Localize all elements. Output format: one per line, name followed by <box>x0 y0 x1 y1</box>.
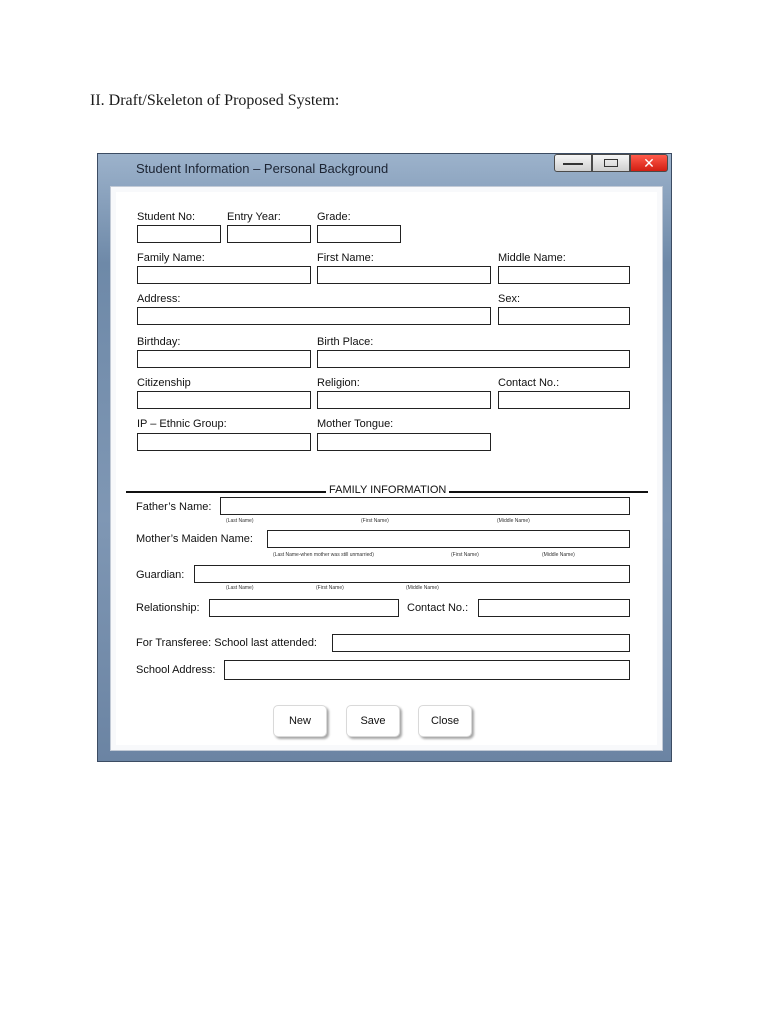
relationship-label: Relationship: <box>136 602 200 614</box>
mother-first-name-hint: (First Name) <box>451 552 479 558</box>
birth-place-label: Birth Place: <box>317 336 374 348</box>
mother-middle-name-hint: (Middle Name) <box>542 552 575 558</box>
middle-name-input[interactable] <box>498 266 630 284</box>
mother-tongue-label: Mother Tongue: <box>317 418 394 430</box>
transferee-school-label: For Transferee: School last attended: <box>136 637 317 649</box>
grade-label: Grade: <box>317 211 351 223</box>
birthday-label: Birthday: <box>137 336 181 348</box>
window-titlebar[interactable] <box>98 154 671 184</box>
ethnic-group-input[interactable] <box>137 433 311 451</box>
guardian-contact-no-label: Contact No.: <box>407 602 469 614</box>
relationship-input[interactable] <box>209 599 399 617</box>
family-name-input[interactable] <box>137 266 311 284</box>
guardian-first-name-hint: (First Name) <box>316 585 344 591</box>
guardian-middle-name-hint: (Middle Name) <box>406 585 439 591</box>
school-address-label: School Address: <box>136 664 216 676</box>
father-first-name-hint: (First Name) <box>361 518 389 524</box>
mother-maiden-name-input[interactable] <box>267 530 630 548</box>
minimize-button[interactable] <box>554 154 592 172</box>
religion-input[interactable] <box>317 391 491 409</box>
guardian-label: Guardian: <box>136 569 185 581</box>
father-last-name-hint: (Last Name) <box>226 518 254 524</box>
mother-last-name-hint: (Last Name-when mother was still unmarried) <box>273 552 374 558</box>
mother-maiden-name-label: Mother’s Maiden Name: <box>136 533 253 545</box>
contact-no-label: Contact No.: <box>498 377 560 389</box>
address-input[interactable] <box>137 307 491 325</box>
minimize-icon <box>563 163 583 165</box>
middle-name-label: Middle Name: <box>498 252 566 264</box>
ethnic-group-label: IP – Ethnic Group: <box>137 418 227 430</box>
mother-tongue-input[interactable] <box>317 433 491 451</box>
student-no-input[interactable] <box>137 225 221 243</box>
birth-place-input[interactable] <box>317 350 630 368</box>
first-name-label: First Name: <box>317 252 374 264</box>
grade-input[interactable] <box>317 225 401 243</box>
close-window-button[interactable] <box>630 154 668 172</box>
father-name-label: Father’s Name: <box>136 501 212 513</box>
religion-label: Religion: <box>317 377 360 389</box>
maximize-icon <box>604 159 618 167</box>
birthday-input[interactable] <box>137 350 311 368</box>
save-button[interactable]: Save <box>346 705 400 737</box>
form-body <box>116 192 657 745</box>
transferee-school-input[interactable] <box>332 634 630 652</box>
contact-no-input[interactable] <box>498 391 630 409</box>
new-button[interactable]: New <box>273 705 327 737</box>
father-middle-name-hint: (Middle Name) <box>497 518 530 524</box>
student-info-window <box>97 153 672 762</box>
guardian-last-name-hint: (Last Name) <box>226 585 254 591</box>
guardian-contact-no-input[interactable] <box>478 599 630 617</box>
close-button[interactable]: Close <box>418 705 472 737</box>
window-title: Student Information – Personal Background <box>136 161 389 176</box>
entry-year-label: Entry Year: <box>227 211 281 223</box>
document-heading: II. Draft/Skeleton of Proposed System: <box>90 92 340 109</box>
citizenship-label: Citizenship <box>137 377 191 389</box>
address-label: Address: <box>137 293 181 305</box>
family-section-title: FAMILY INFORMATION <box>326 484 449 496</box>
family-name-label: Family Name: <box>137 252 205 264</box>
entry-year-input[interactable] <box>227 225 311 243</box>
close-icon: ✕ <box>643 155 655 171</box>
student-no-label: Student No: <box>137 211 196 223</box>
sex-label: Sex: <box>498 293 521 305</box>
guardian-input[interactable] <box>194 565 630 583</box>
form-panel <box>110 186 663 751</box>
school-address-input[interactable] <box>224 660 630 680</box>
maximize-button[interactable] <box>592 154 630 172</box>
sex-input[interactable] <box>498 307 630 325</box>
first-name-input[interactable] <box>317 266 491 284</box>
father-name-input[interactable] <box>220 497 630 515</box>
citizenship-input[interactable] <box>137 391 311 409</box>
